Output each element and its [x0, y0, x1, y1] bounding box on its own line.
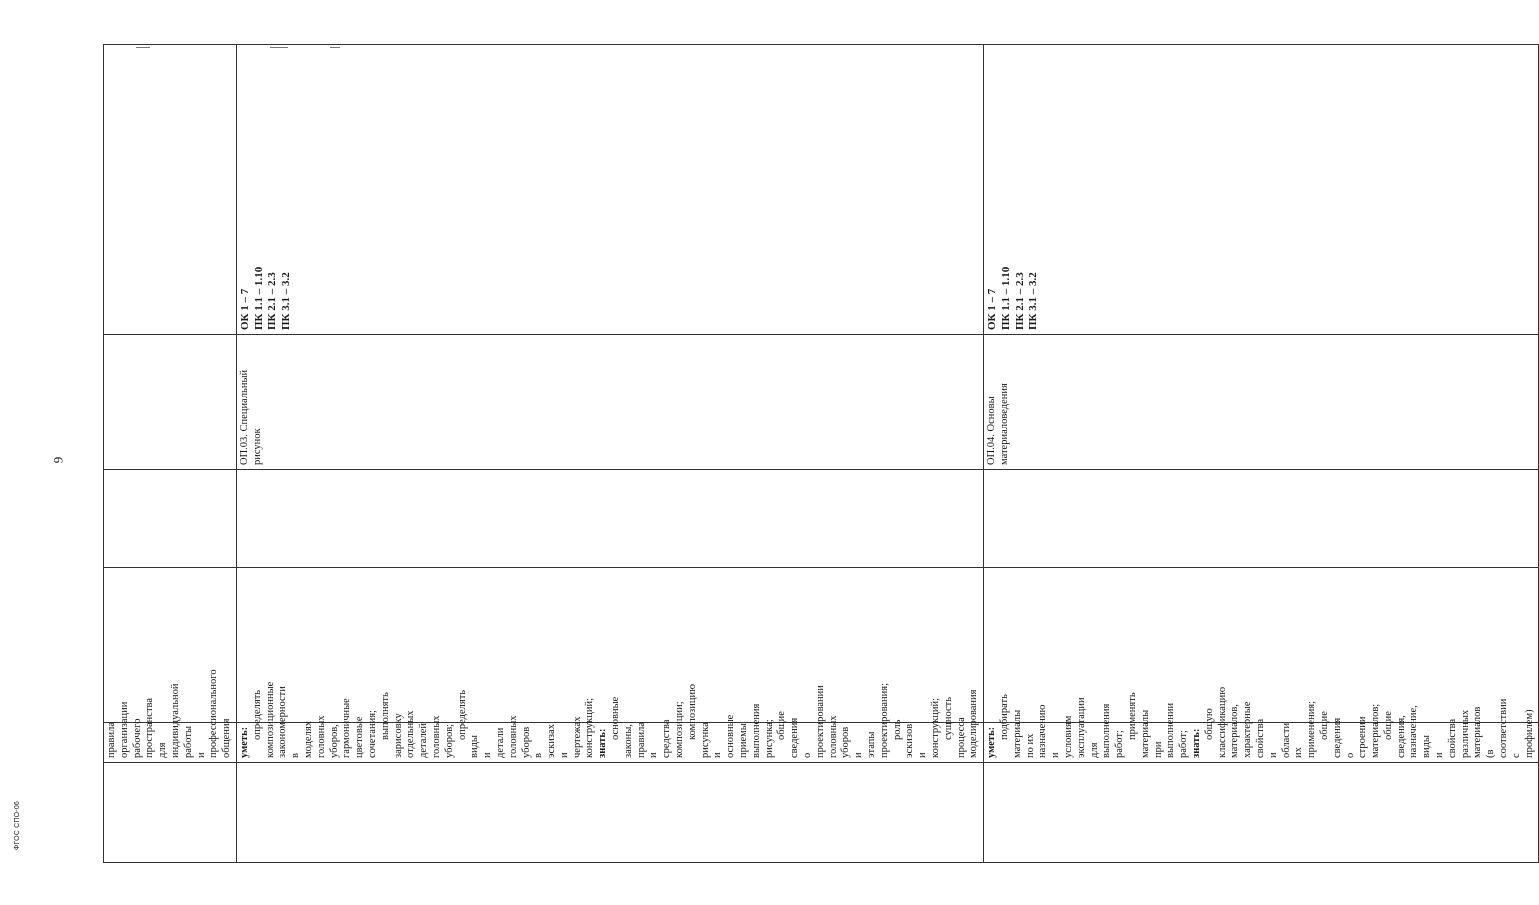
- cell-empty: [236, 470, 983, 568]
- footer-document-code: ФГОС СПО-06: [14, 800, 21, 850]
- cell-op03-competencies: [236, 45, 983, 335]
- skill-item: определять виды и детали головных уборов в эскизах и чертежах конструкций;: [456, 689, 596, 758]
- cell-empty: [104, 45, 237, 335]
- cell-empty: [236, 763, 983, 863]
- cell-continuation-text: [104, 669, 237, 763]
- competency-code: ПК 2.1 – 2.3: [266, 272, 279, 330]
- table-row-op04: [984, 45, 1539, 863]
- competency-code: ПК 3.1 – 3.2: [280, 272, 293, 330]
- continuation-text: правила организации рабочего пространства для индивидуальной работы и профессионального общения: [106, 669, 233, 758]
- cell-op03-content: [236, 681, 983, 763]
- knowledge-item: общие сведения о проектировании головных уборов и этапы проектирования;: [776, 682, 890, 758]
- discipline-name: ОП.04. Основы материаловедения: [986, 383, 1010, 465]
- knowledge-item: общие сведения, назначение, виды и свойства различных материалов (в соответствии с профилем): [1382, 698, 1535, 758]
- discipline-name: ОП.03. Специальный рисунок: [238, 369, 263, 465]
- cell-empty: [984, 568, 1539, 723]
- cell-op04-competencies: [984, 45, 1539, 335]
- curriculum-table-wrapper: [103, 45, 1535, 863]
- table-row-op03: [236, 45, 983, 863]
- competency-code: ОК 1 – 7: [986, 288, 999, 330]
- cell-empty: [104, 470, 237, 568]
- skills-heading: уметь:: [238, 726, 250, 758]
- competency-code: ПК 3.1 – 3.2: [1027, 272, 1040, 330]
- cell-op04-content: [984, 686, 1539, 763]
- knowledge-item: общие сведения о строении материалов;: [1318, 703, 1382, 758]
- competency-code: ПК 1.1 – 1.10: [252, 266, 265, 330]
- competency-code: ПК 2.1 – 2.3: [1013, 272, 1026, 330]
- skill-item: применять материалы при выполнении работ;: [1126, 692, 1190, 758]
- cell-empty: [104, 763, 237, 863]
- skill-item: подбирать материалы по их назначению и условиям эксплуатации для выполнения работ;: [998, 694, 1126, 758]
- skill-item: определять композиционные закономерности в моделях головных уборов, гармоничные цветовые сочетания;: [251, 681, 378, 758]
- knowledge-item: сущность процесса моделирования: [942, 689, 980, 758]
- cell-op04-discipline: [984, 335, 1539, 470]
- curriculum-table: [103, 44, 1539, 863]
- competency-code: ПК 1.1 – 1.10: [999, 266, 1012, 330]
- knowledge-item: общую классификацию материалов, характерные свойства и области их применения;: [1203, 686, 1318, 758]
- cell-empty: [104, 335, 237, 470]
- cell-empty: [984, 470, 1539, 568]
- knowledge-item: роль эскизов и конструкций;: [891, 697, 941, 758]
- skill-item: выполнять зарисовку отдельных деталей головных уборов;: [379, 692, 455, 758]
- competency-code: ОК 1 – 7: [238, 288, 251, 330]
- knowledge-item: композицию рисунка и основные приемы выполнения рисунка;: [686, 684, 775, 758]
- skills-heading: уметь:: [986, 726, 998, 758]
- cell-op03-discipline: [236, 335, 983, 470]
- table-row-continuation: [104, 45, 237, 863]
- knowledge-heading: знать:: [1190, 728, 1202, 758]
- cell-empty: [984, 763, 1539, 863]
- page-number: 9: [50, 456, 66, 464]
- knowledge-heading: знать:: [597, 728, 609, 758]
- knowledge-item: основные законы, правила и средства композиции;: [610, 696, 686, 758]
